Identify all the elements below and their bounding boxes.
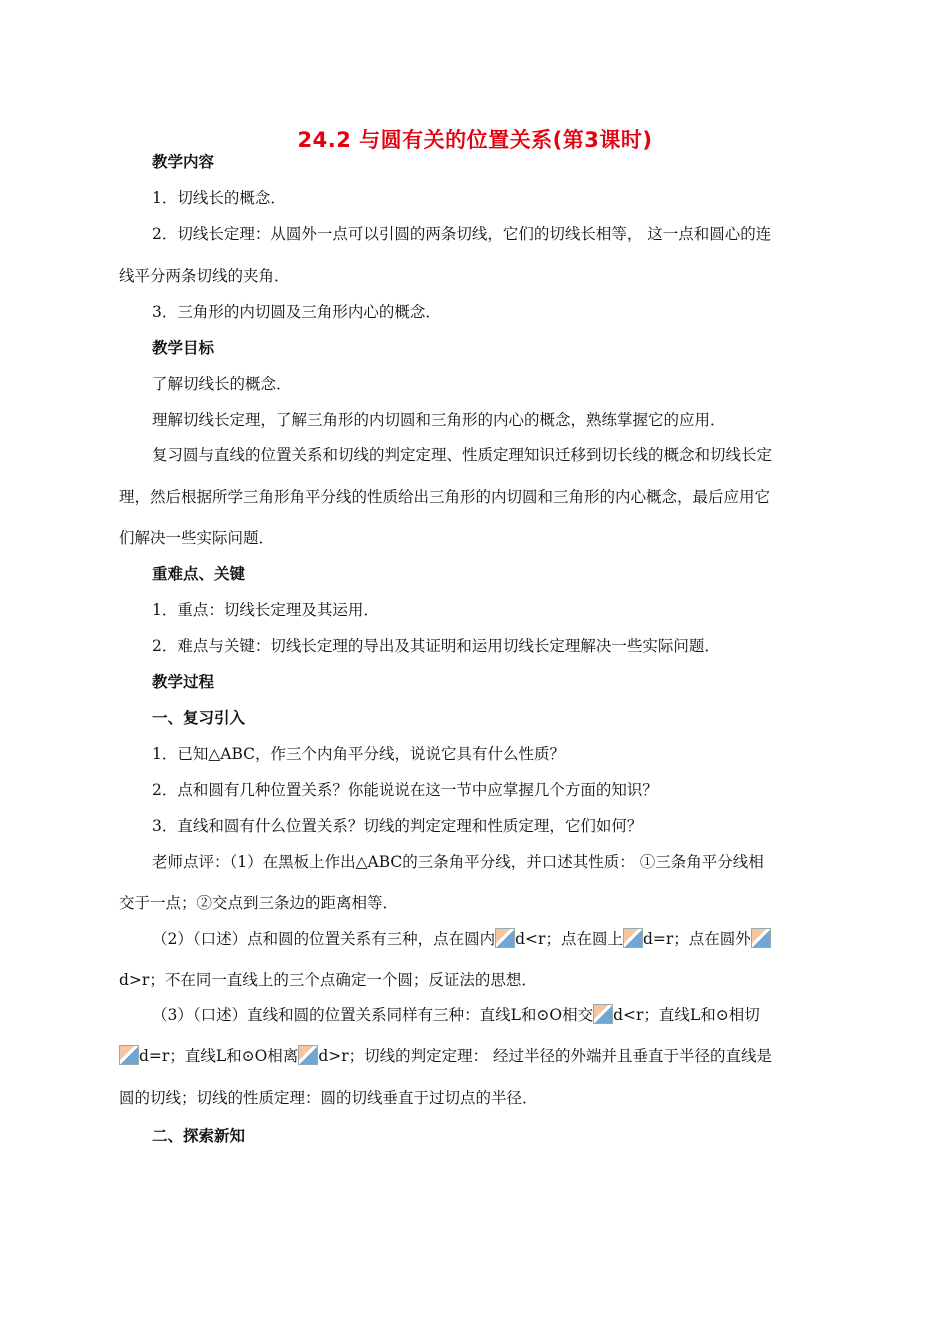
document-title: 24.2 与圆有关的位置关系(第3课时) xyxy=(297,128,653,152)
comment-3b-part2: d>r；切线的判定定理： 经过半径的外端并且垂直于半径的直线是 xyxy=(318,1047,773,1065)
broken-image-icon xyxy=(593,1004,613,1024)
question-2: 2．点和圆有几种位置关系？你能说说在这一节中应掌握几个方面的知识？ xyxy=(152,781,658,799)
comment-3a-part2: d<r；直线L和⊙相切 xyxy=(613,1006,760,1024)
goal-p2: 理解切线长定理，了解三角形的内切圆和三角形的内心的概念，熟练掌握它的应用． xyxy=(152,411,726,429)
broken-image-icon xyxy=(623,928,643,948)
content-item-2b: 线平分两条切线的夹角． xyxy=(119,267,290,285)
content-item-2a: 2．切线长定理：从圆外一点可以引圆的两条切线，它们的切线长相等， 这一点和圆心的连 xyxy=(152,225,772,243)
goal-p3b: 理，然后根据所学三角形角平分线的性质给出三角形的内切圆和三角形的内心概念，最后应用它 xyxy=(119,488,771,506)
question-1: 1．已知△ABC，作三个内角平分线，说说它具有什么性质？ xyxy=(152,745,566,763)
broken-image-icon xyxy=(298,1045,318,1065)
comment-3c: 圆的切线；切线的性质定理：圆的切线垂直于过切点的半径． xyxy=(119,1089,538,1107)
comment-1a: 老师点评：（1）在黑板上作出△ABC的三条角平分线，并口述其性质： ①三条角平分线相 xyxy=(152,853,764,871)
subheading-review: 一、复习引入 xyxy=(152,709,246,727)
goal-p3a: 复习圆与直线的位置关系和切线的判定定理、性质定理知识迁移到切长线的概念和切线长定 xyxy=(152,446,773,464)
comment-2a-part2: d<r；点在圆上 xyxy=(515,930,623,948)
broken-image-icon xyxy=(119,1045,139,1065)
comment-1b: 交于一点；②交点到三条边的距离相等． xyxy=(119,894,399,912)
comment-2b: d>r；不在同一直线上的三个点确定一个圆；反证法的思想． xyxy=(119,971,537,989)
comment-3a-part1: （3）（口述）直线和圆的位置关系同样有三种：直线L和⊙O相交 xyxy=(152,1006,594,1024)
broken-image-icon xyxy=(751,928,771,948)
heading-goals: 教学目标 xyxy=(152,339,215,357)
key-item-2: 2．难点与关键：切线长定理的导出及其证明和运用切线长定理解决一些实际问题． xyxy=(152,637,720,655)
content-item-1: 1．切线长的概念． xyxy=(152,189,286,207)
heading-process: 教学过程 xyxy=(152,673,215,691)
comment-2a xyxy=(152,928,771,949)
comment-2a-part1: （2）（口述）点和圆的位置关系有三种，点在圆内 xyxy=(152,930,496,948)
goal-p1: 了解切线长的概念． xyxy=(152,375,292,393)
comment-3b xyxy=(119,1045,772,1066)
question-3: 3．直线和圆有什么位置关系？切线的判定定理和性质定理，它们如何？ xyxy=(152,817,643,835)
heading-content: 教学内容 xyxy=(152,153,215,171)
heading-key: 重难点、关键 xyxy=(152,565,246,583)
goal-p3c: 们解决一些实际问题． xyxy=(119,529,275,547)
key-item-1: 1．重点：切线长定理及其运用． xyxy=(152,601,379,619)
comment-2a-part3: d=r；点在圆外 xyxy=(642,930,751,948)
broken-image-icon xyxy=(495,928,515,948)
subheading-explore: 二、探索新知 xyxy=(152,1127,246,1145)
content-item-3: 3．三角形的内切圆及三角形内心的概念． xyxy=(152,303,441,321)
comment-3b-part1: d=r；直线L和⊙O相离 xyxy=(139,1047,299,1065)
comment-3a xyxy=(152,1004,760,1025)
